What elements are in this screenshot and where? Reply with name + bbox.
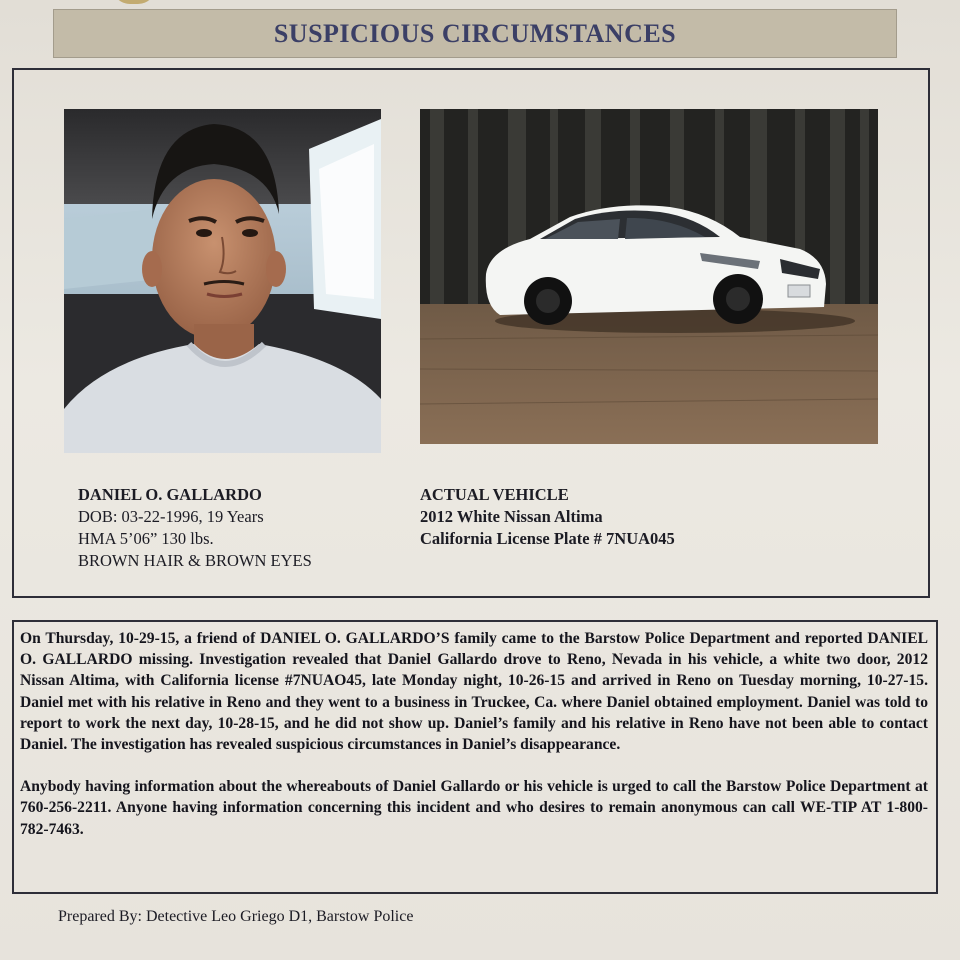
narrative-paragraph-1: On Thursday, 10-29-15, a friend of DANIEL O. GALLARDO’S family came to the Barstow Police Department and reported DANIEL O. GALLARDO missing. Investigation revealed that Daniel Gallardo drove to Reno, Nevada in his vehicle, a white two door, 2012 Nissan Altima, with California license #7NUAO45, late Monday night, 10-26-15 and arrived in Reno on Tuesday morning, 10-27-15. Daniel met with his relative in Reno and they went to a business in Truckee, Ca. where Daniel obtained employment. Daniel was told to report to work the next day, 10-28-15, and he did not show up. Daniel’s family and his relative in Reno have not been able to contact Daniel. The investigation has revealed suspicious circumstances in Daniel’s disappearance. — [20, 630, 928, 754]
person-details — [78, 484, 312, 572]
vehicle-plate: California License Plate # 7NUA045 — [420, 529, 675, 548]
prepared-by: Prepared By: Detective Leo Griego D1, Barstow Police — [58, 908, 414, 925]
vehicle-model: 2012 White Nissan Altima — [420, 507, 603, 526]
person-photo — [64, 109, 381, 453]
title-banner — [53, 9, 897, 58]
narrative-box — [12, 620, 938, 894]
narrative-paragraph-2: Anybody having information about the whereabouts of Daniel Gallardo or his vehicle is urged to call the Barstow Police Department at 760-256-2211. Anyone having information concerning this incident and who desires to remain anonymous can call WE-TIP AT 1-800-782-7463. — [20, 778, 928, 838]
page-title: SUSPICIOUS CIRCUMSTANCES — [273, 18, 677, 48]
vehicle-details — [420, 484, 675, 550]
person-description: HMA 5’06” 130 lbs. — [78, 529, 214, 548]
person-hair-eyes: BROWN HAIR & BROWN EYES — [78, 551, 312, 570]
vehicle-heading: ACTUAL VEHICLE — [420, 485, 569, 504]
person-name: DANIEL O. GALLARDO — [78, 485, 262, 504]
vehicle-photo — [420, 109, 878, 444]
person-dob: DOB: 03-22-1996, 19 Years — [78, 507, 264, 526]
